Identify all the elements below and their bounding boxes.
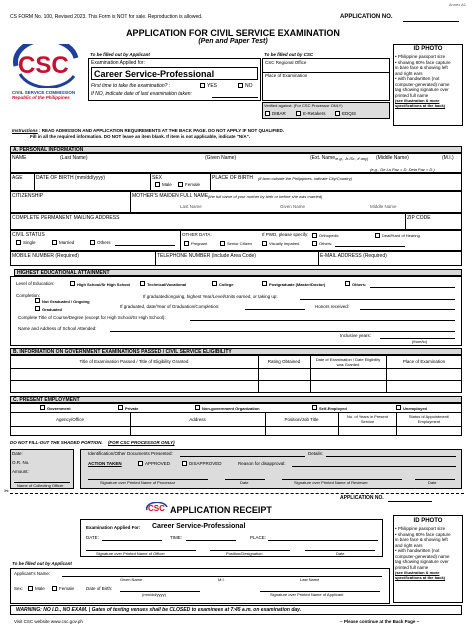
orthopedic-label: Orthopedic xyxy=(319,233,339,238)
other-data-label: OTHER DATA: xyxy=(182,232,212,237)
last-exam-date-field[interactable] xyxy=(212,97,258,98)
id-spec-line: • showing 80% face capture xyxy=(395,531,451,537)
receipt-last-label: Last Name xyxy=(300,577,320,582)
id-spec-line: and right ears xyxy=(395,542,423,548)
honors-field[interactable] xyxy=(360,309,455,310)
sex-male-checkbox[interactable] xyxy=(155,182,160,187)
no-label: NO xyxy=(245,83,253,89)
dibar-label: DIBAR xyxy=(272,111,286,116)
course-label: Complete Title of Course/Degree (except for High School/Sr High School): xyxy=(18,315,166,320)
receipt-app-no-field[interactable] xyxy=(388,501,432,502)
application-no-field[interactable] xyxy=(403,21,459,22)
mother-middle-label: Middle Name xyxy=(370,204,397,209)
receipt-id-photo-specs xyxy=(395,526,463,580)
hs-checkbox[interactable] xyxy=(70,281,75,286)
receipt-mi-label: M.I. xyxy=(218,577,225,582)
senior-label: Senior Citizen xyxy=(227,241,252,246)
pob-label: PLACE OF BIRTH xyxy=(212,175,254,181)
disapproval-reason-label: Reason for disapproval: xyxy=(238,461,286,466)
from-to-hint: (from/to) xyxy=(412,339,428,344)
male-label: Male xyxy=(162,182,172,187)
receipt-male-checkbox[interactable] xyxy=(28,586,33,591)
married-label: Married xyxy=(59,240,75,245)
form-number: CS FORM No. 100, Revised 2023. This Form is NOT for sale. Reproduction is allowed. xyxy=(10,14,203,20)
school-field[interactable] xyxy=(110,331,455,332)
pwd-others-label: Others: xyxy=(319,241,333,246)
receipt-date-label: DATE: xyxy=(86,535,99,540)
receipt-place-label: PLACE: xyxy=(250,535,267,540)
shaded-note-processor: (FOR CSC PROCESSOR ONLY) xyxy=(107,440,175,445)
officer-signature-label: Signature over Printed Name of Officer xyxy=(96,551,165,556)
personal-info-header: A. PERSONAL INFORMATION xyxy=(10,146,462,153)
position-header: Position/Job Title xyxy=(284,417,319,422)
csc-logo xyxy=(12,44,82,100)
rating-header: Rating Obtained xyxy=(267,359,301,364)
honors-label: Honors received: xyxy=(315,304,350,309)
dibar-checkbox[interactable] xyxy=(265,111,270,116)
pwd-label: If PWD, please specify: xyxy=(262,232,309,237)
id-spec-line: printed full name xyxy=(395,564,429,570)
annex-label: Annex A1 xyxy=(448,2,466,7)
receipt-time-label: TIME: xyxy=(170,535,182,540)
private-label: Private xyxy=(125,406,139,411)
receipt-filled-label: To be filled out by Applicant xyxy=(12,561,72,566)
filled-csc-label: To be filled out by CSC xyxy=(264,52,314,57)
mobile-label: MOBILE NUMBER (Required) xyxy=(12,253,79,259)
mother-name-hint: (the full name of your mother by birth or before she was married) xyxy=(208,194,323,199)
first-time-yes-checkbox[interactable] xyxy=(200,83,205,88)
e-retakers-label: E-Retakers xyxy=(303,111,326,116)
id-spec-line: and right ears xyxy=(395,70,423,76)
mi-label: (M.I.) xyxy=(442,155,454,161)
payment-date-label: Date: xyxy=(12,451,23,456)
exam-applied-value: Career Service-Professional xyxy=(94,69,215,79)
id-spec-line: computer-generated) name xyxy=(395,81,450,87)
id-photo-see-back: (see illustration & more specifications at the back) xyxy=(395,98,446,108)
edu-others-label: Others: xyxy=(352,282,367,287)
verified-label: Verified against: (For CSC Processor ONLY) xyxy=(264,103,343,108)
identification-label: Identification/Other Documents Presented: xyxy=(88,451,173,456)
id-spec-line: tag showing signature over xyxy=(395,559,449,564)
emp-address-header: Address xyxy=(189,417,206,422)
education-header: HIGHEST EDUCATIONAL ATTAINMENT xyxy=(14,269,462,276)
receipt-female-label: Female xyxy=(59,586,75,591)
first-time-question: First time to take the examination? : xyxy=(91,83,171,89)
id-spec-line: • with handwritten (not xyxy=(395,76,440,81)
receipt-title: APPLICATION RECEIPT xyxy=(170,505,272,515)
receipt-logo-initials: CSC xyxy=(148,504,165,513)
visually-impaired-label: Visually Impaired xyxy=(269,241,300,246)
disapproved-checkbox[interactable] xyxy=(182,461,187,466)
first-time-no-checkbox[interactable] xyxy=(238,83,243,88)
not-graduated-label: Not Graduated / Ongoing xyxy=(42,299,90,304)
edqis-checkbox[interactable] xyxy=(335,111,340,116)
school-label: Name and Address of School Attended: xyxy=(18,326,97,331)
officer-date-label: Date xyxy=(336,551,345,556)
ext-name-label: (Ext. Name, xyxy=(310,155,337,161)
graduation-date-label: If graduated, date/Year of Graduation/Completion: xyxy=(120,304,220,309)
disapproved-label: DISAPPROVED xyxy=(189,461,222,466)
unemployed-checkbox[interactable] xyxy=(396,405,401,410)
receipt-csc-logo xyxy=(146,502,168,516)
continue-back-note: ~ Please continue at the Back Page ~ xyxy=(340,619,420,624)
or-number-label: O.R. No. xyxy=(12,460,30,465)
exams-header: B. INFORMATION ON GOVERNMENT EXAMINATIONS PASSED / CIVIL SERVICE ELIGIBILITY xyxy=(10,348,462,355)
logo-country: Republic of the Philippines xyxy=(12,95,70,100)
id-spec-line: computer-generated) name xyxy=(395,553,450,559)
self-employed-label: Self-Employed xyxy=(319,406,347,411)
mother-last-label: Last Name xyxy=(180,204,202,209)
course-field[interactable] xyxy=(190,320,455,321)
single-label: Single xyxy=(23,240,36,245)
shaded-note-text: DO NOT FILL-OUT THE SHADED PORTION. xyxy=(10,440,103,445)
civil-others-label: Others xyxy=(97,240,111,245)
id-spec-line: • with handwritten (not xyxy=(395,548,440,553)
postgrad-checkbox[interactable] xyxy=(262,281,267,286)
reviewer-signature-label: Signature over Printed Name of Reviewer xyxy=(294,480,368,485)
receipt-dob-hint: (mm/dd/yyyy) xyxy=(142,592,166,597)
graduated-label: Graduated xyxy=(42,307,63,312)
collecting-officer-label: Name of Collecting Officer xyxy=(17,483,64,488)
csc-website: Visit CSC website www.csc.gov.ph xyxy=(14,619,83,624)
given-name-label: (Given Name) xyxy=(205,155,237,161)
deaf-checkbox[interactable] xyxy=(375,233,380,238)
hs-label: High School/Sr High School xyxy=(77,282,131,287)
action-taken-label: ACTION TAKEN xyxy=(88,461,122,466)
private-checkbox[interactable] xyxy=(118,405,123,410)
pwd-others-field[interactable] xyxy=(335,246,405,247)
id-spec-line: printed full name xyxy=(395,92,429,98)
units-earned-field[interactable] xyxy=(300,299,455,300)
id-spec-line: • Philippine passport size xyxy=(395,526,446,531)
units-earned-label: If graduated/ongoing, highest Year/Level/Units earned, or taking up: xyxy=(143,294,278,299)
completion-label: Completion: xyxy=(16,293,41,298)
visually-impaired-checkbox[interactable] xyxy=(262,241,267,246)
yes-label: YES xyxy=(207,83,218,89)
receipt-female-checkbox[interactable] xyxy=(52,586,57,591)
civil-status-label: CIVIL STATUS xyxy=(12,232,45,238)
not-graduated-checkbox[interactable] xyxy=(35,298,40,303)
id-photo-specs xyxy=(395,54,463,108)
name-label: NAME xyxy=(12,155,27,161)
logo-initials: CSC xyxy=(18,52,69,79)
processor-signature-label: Signature over Printed Name of Processor xyxy=(100,480,176,485)
exam-place-header: Place of Examination xyxy=(402,359,446,364)
college-label: College xyxy=(219,282,234,287)
instructions-text-1: : READ ADMISSION AND APPLICATION REQUIREMENTS AT THE BACK PAGE. DO NOT APPLY IF NOT QUALIFIED. xyxy=(39,128,284,133)
agency-header: Agency/Office xyxy=(56,417,84,422)
pregnant-checkbox[interactable] xyxy=(184,241,189,246)
tech-checkbox[interactable] xyxy=(140,281,145,286)
ext-name-hint: e.g., Jr./Sr., if any) xyxy=(336,156,369,161)
deaf-label: Deaf/Hard of Hearing xyxy=(382,233,420,238)
id-spec-line: tag showing signature over xyxy=(395,87,449,92)
self-employed-checkbox[interactable] xyxy=(312,405,317,410)
receipt-app-no-label: APPLICATION NO. xyxy=(340,495,384,501)
e-retakers-checkbox[interactable] xyxy=(296,111,301,116)
exam-applied-label: Examination Applied for: xyxy=(91,60,145,66)
filled-applicant-label: To be filled out by Applicant xyxy=(90,52,150,57)
logo-agency: CIVIL SERVICE COMMISSION xyxy=(12,90,76,95)
receipt-dob-label: Date of Birth: xyxy=(86,586,113,591)
years-service-header: No. of Years in Present Service xyxy=(347,414,388,424)
edqis-label: EDQIS xyxy=(342,111,357,116)
pob-hint: (if born outside the Philippines, indicate City/Country) xyxy=(258,176,353,181)
appointment-status-header: Status of Appointment/ Employment xyxy=(408,414,450,424)
warning-text: WARNING: NO I.D., NO EXAM. | Gates of testing venues shall be CLOSED to examinees at 7:45 a.m. on examination day. xyxy=(16,607,302,613)
government-label: Government xyxy=(47,406,71,411)
civil-others-checkbox[interactable] xyxy=(90,240,95,245)
telephone-label: TELEPHONE NUMBER (include Area Code) xyxy=(157,253,256,259)
college-checkbox[interactable] xyxy=(212,281,217,286)
pregnant-label: Pregnant xyxy=(191,241,208,246)
applicant-name-label: Applicant's Name: xyxy=(14,571,51,576)
form-subtitle: (Pen and Paper Test) xyxy=(198,38,268,45)
processor-date-label: Date xyxy=(240,480,249,485)
mother-given-label: Given Name xyxy=(280,204,306,209)
amount-label: Amount: xyxy=(12,469,29,474)
receipt-id-photo-see-back: (see illustration & more specifications at the back) xyxy=(395,570,446,580)
sex-female-checkbox[interactable] xyxy=(178,182,183,187)
senior-checkbox[interactable] xyxy=(220,241,225,246)
exam-title-header: Title of Examination Passed / Title of Eligibility Granted xyxy=(79,359,189,364)
citizenship-label: CITIZENSHIP xyxy=(12,193,44,199)
last-exam-date-label: If NO, indicate date of last examination taken: xyxy=(91,91,192,97)
shaded-note xyxy=(10,440,175,446)
cut-line xyxy=(10,493,464,494)
receipt-exam-value: Career Service-Professional xyxy=(152,523,246,530)
instructions-label: Instructions xyxy=(12,128,38,133)
female-label: Female xyxy=(185,182,201,187)
receipt-male-label: Male xyxy=(35,586,45,591)
dob-label: DATE OF BIRTH (mm/dd/yyyy) xyxy=(36,175,105,181)
exam-date-header: Date of Examination / Date Eligibility was Granted xyxy=(315,357,381,367)
receipt-exam-label: Examination Applied For: xyxy=(86,525,141,530)
mi-hint: (e.g., De La Paz = D. Dela Paz = D.) xyxy=(370,167,435,172)
postgrad-label: Postgraduate (Master/Doctor) xyxy=(269,282,326,287)
id-spec-line: in bare face & showing left xyxy=(395,65,448,70)
id-spec-line: in bare face & showing left xyxy=(395,537,448,542)
id-spec-line: • showing 80% face capture xyxy=(395,59,451,65)
government-checkbox[interactable] xyxy=(40,405,45,410)
ngo-label: Non-government Organization xyxy=(202,406,260,411)
application-no-label: APPLICATION NO. xyxy=(340,14,393,20)
instructions-text-2: Fill in all the required information. DO NOT leave an item blank. If item is not applicable, indicate "N/A". xyxy=(30,134,251,139)
receipt-sex-label: Sex: xyxy=(14,586,24,591)
graduated-checkbox[interactable] xyxy=(35,306,40,311)
unemployed-label: Unemployed xyxy=(403,406,428,411)
edu-others-checkbox[interactable] xyxy=(345,281,350,286)
mother-name-label: MOTHER'S MAIDEN FULL NAME xyxy=(132,193,209,199)
id-photo-title: ID PHOTO xyxy=(413,46,443,52)
middle-name-label: (Middle Name) xyxy=(376,155,409,161)
approved-checkbox[interactable] xyxy=(138,461,143,466)
officer-position-label: Position/Designation xyxy=(226,551,263,556)
scissors-icon: ✂ xyxy=(4,489,10,495)
approved-label: APPROVED xyxy=(145,461,171,466)
single-checkbox[interactable] xyxy=(16,240,21,245)
sex-label: SEX xyxy=(152,175,163,181)
pwd-others-checkbox[interactable] xyxy=(312,241,317,246)
address-label: COMPLETE PERMANENT MAILING ADDRESS xyxy=(12,215,120,221)
inclusive-years-label: Inclusive years: xyxy=(340,333,372,338)
reviewer-date-label: Date xyxy=(428,480,437,485)
ngo-checkbox[interactable] xyxy=(195,405,200,410)
orthopedic-checkbox[interactable] xyxy=(312,233,317,238)
education-level-label: Level of Education: xyxy=(16,281,55,286)
zip-label: ZIP CODE xyxy=(407,215,431,221)
place-exam-label: Place of Examination xyxy=(265,73,308,78)
civil-others-field[interactable] xyxy=(115,245,175,246)
id-spec-line: • Philippine passport size xyxy=(395,54,446,59)
email-label: E-MAIL ADDRESS (Required) xyxy=(320,253,387,259)
last-name-label: (Last Name) xyxy=(60,155,88,161)
age-label: AGE xyxy=(12,175,23,181)
married-checkbox[interactable] xyxy=(52,240,57,245)
graduation-date-field[interactable] xyxy=(245,309,305,310)
tech-label: Technical/Vocational xyxy=(147,282,187,287)
form-title: APPLICATION FOR CIVIL SERVICE EXAMINATION xyxy=(126,28,340,38)
applicant-signature-label: Signature over Printed Name of Applicant xyxy=(270,592,344,597)
edu-others-field[interactable] xyxy=(370,287,455,288)
instructions xyxy=(12,128,284,134)
receipt-id-photo-title: ID PHOTO xyxy=(413,518,443,524)
csc-regional-label: CSC Regional Office xyxy=(265,60,307,65)
employment-header: C. PRESENT EMPLOYMENT xyxy=(10,396,462,403)
receipt-given-label: Given Name xyxy=(120,577,143,582)
details-label: Details: xyxy=(308,451,324,456)
